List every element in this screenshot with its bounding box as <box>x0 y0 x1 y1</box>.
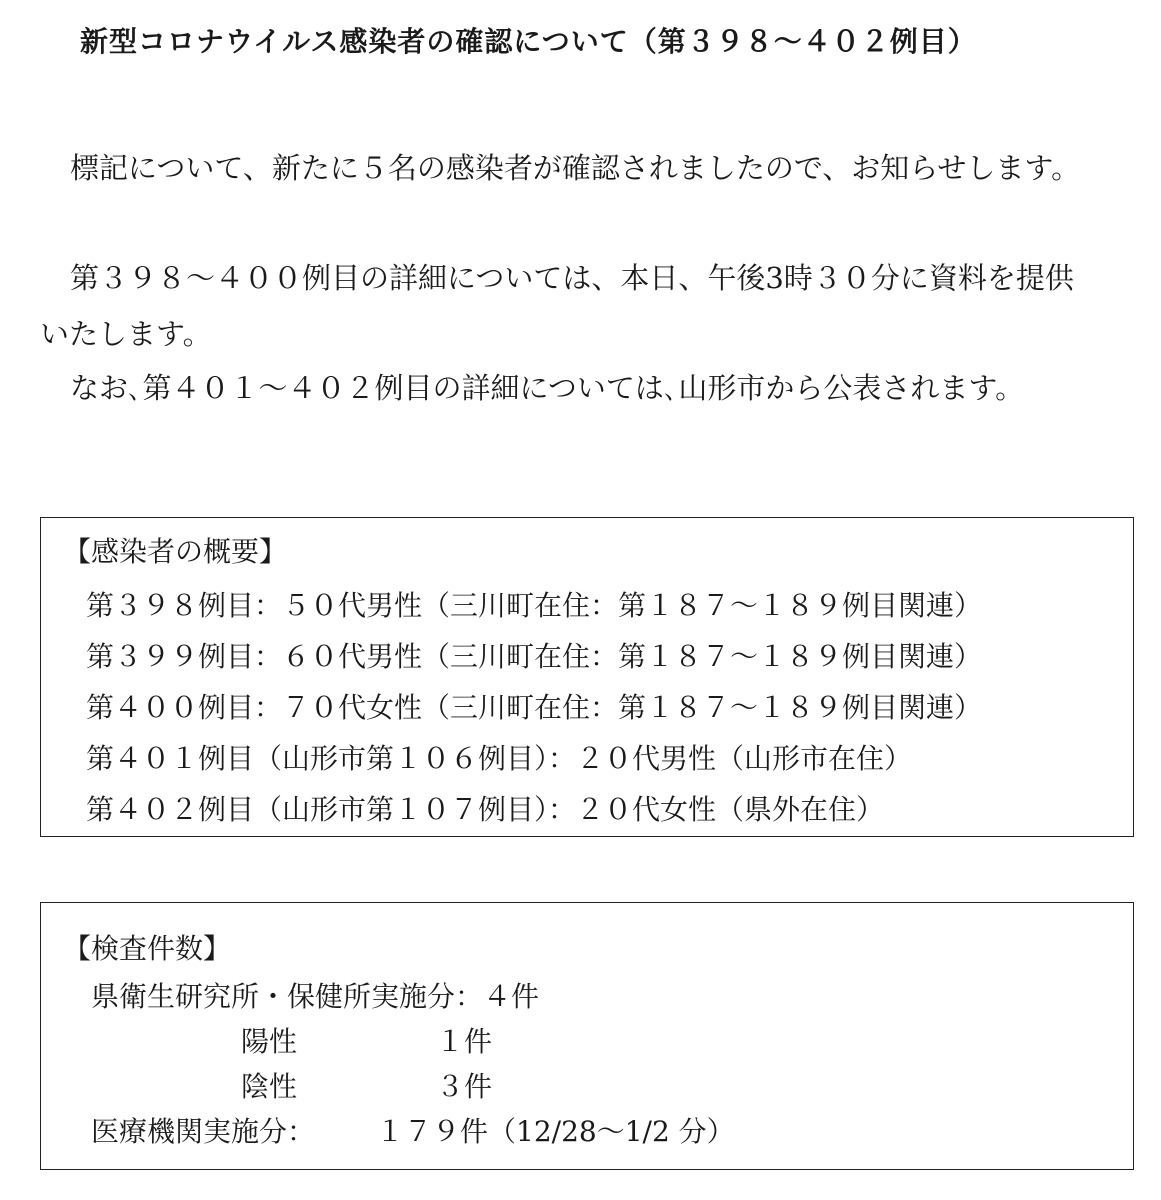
test-total-line: 県衛生研究所・保健所実施分：４件 <box>91 980 540 1013</box>
positive-label: 陽性 <box>241 1025 298 1058</box>
positive-count: １件 <box>436 1025 493 1058</box>
case-item: 第４００例目：７０代女性（三川町在住：第１８７～１８９例目関連） <box>86 691 983 724</box>
test-count-heading: 【検査件数】 <box>63 932 232 965</box>
case-item: 第４０１例目（山形市第１０６例目）：２０代男性（山形市在住） <box>86 742 913 775</box>
case-item: 第３９９例目：６０代男性（三川町在住：第１８７～１８９例目関連） <box>86 640 983 673</box>
case-item: 第４０２例目（山形市第１０７例目）：２０代女性（県外在住） <box>86 793 885 826</box>
medical-institution-count: １７９件（12/28～1/2 分） <box>376 1115 735 1148</box>
paragraph-text: なお､第４０１～４０２例目の詳細については､山形市から公表されます。 <box>70 371 1025 405</box>
case-list <box>86 580 982 835</box>
negative-label: 陰性 <box>241 1070 298 1103</box>
paragraph-text: 第３９８～４００例目の詳細については、本日、午後3時３０分に資料を提供いたします。 <box>40 261 1074 351</box>
case-item: 第３９８例目：５０代男性（三川町在住：第１８７～１８９例目関連） <box>86 589 983 622</box>
case-summary-box <box>40 517 1134 837</box>
document-title: 新型コロナウイルス感染者の確認について（第３９８～４０２例目） <box>80 25 977 58</box>
case-summary-heading: 【感染者の概要】 <box>63 535 288 568</box>
paragraph-announcement <box>40 140 1100 196</box>
negative-count: ３件 <box>436 1070 493 1103</box>
medical-institution-label: 医療機関実施分： <box>91 1115 316 1148</box>
paragraph-yamagata-note <box>40 360 1100 416</box>
paragraph-details <box>40 250 1100 362</box>
test-count-box <box>40 902 1134 1170</box>
paragraph-text: 標記について、新たに５名の感染者が確認されましたので、お知らせします。 <box>70 151 1081 185</box>
